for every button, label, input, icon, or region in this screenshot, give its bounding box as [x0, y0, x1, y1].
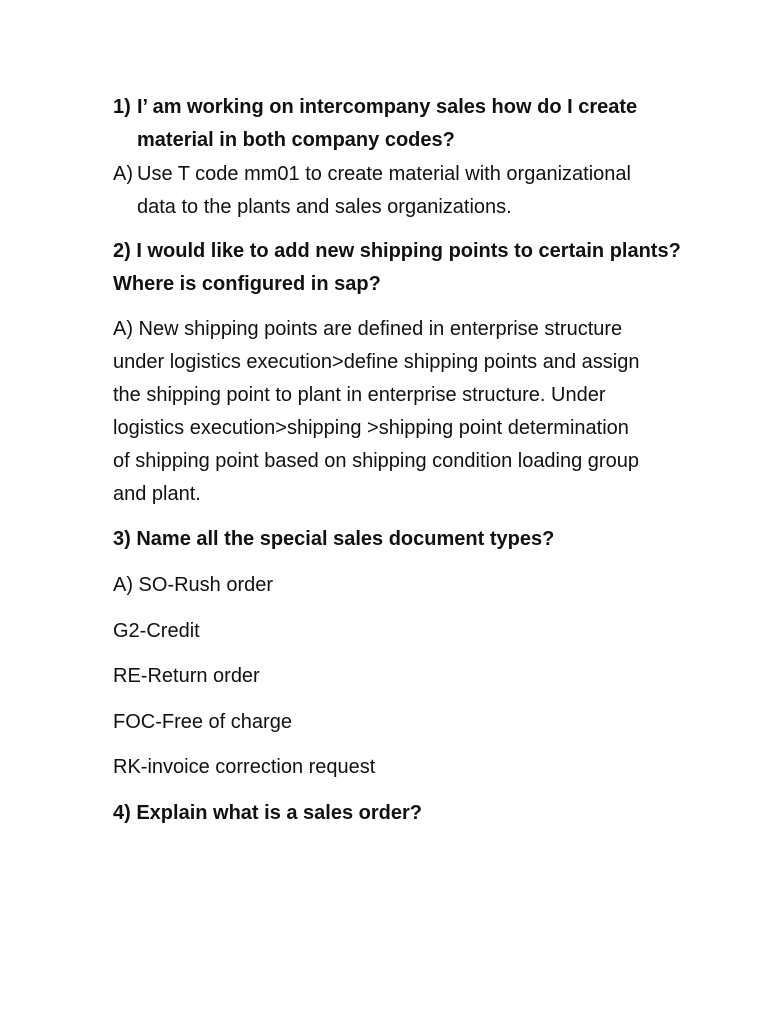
a3-item: RK-invoice correction request — [113, 756, 376, 778]
q3-text: 3) Name all the special sales document types? — [113, 528, 555, 550]
a2-line-2: under logistics execution>define shipping points and assign — [113, 351, 640, 373]
a2-line-1: A) New shipping points are defined in enterprise structure — [113, 318, 623, 340]
a2-line-4: logistics execution>shipping >shipping point determination — [113, 417, 629, 439]
q4-text: 4) Explain what is a sales order? — [113, 802, 423, 824]
a3-item: RE-Return order — [113, 665, 260, 687]
a3-item: FOC-Free of charge — [113, 711, 292, 733]
q1-marker: 1) — [113, 96, 131, 118]
q2-line-1: 2) I would like to add new shipping points to certain plants? — [113, 240, 681, 262]
q2-line-2: Where is configured in sap? — [113, 273, 381, 295]
q1-line-1: I’ am working on intercompany sales how do I create — [137, 96, 638, 118]
a2-line-3: the shipping point to plant in enterprise structure. Under — [113, 384, 606, 406]
a2-line-6: and plant. — [113, 483, 201, 505]
a3-item: G2-Credit — [113, 620, 200, 642]
a2-line-5: of shipping point based on shipping condition loading group — [113, 450, 639, 472]
a1-line-2: data to the plants and sales organizations. — [137, 196, 512, 218]
q1-line-2: material in both company codes? — [137, 129, 455, 151]
a3-item: A) SO-Rush order — [113, 574, 274, 596]
a1-line-1: Use T code mm01 to create material with organizational — [137, 163, 631, 185]
a1-marker: A) — [113, 163, 133, 185]
